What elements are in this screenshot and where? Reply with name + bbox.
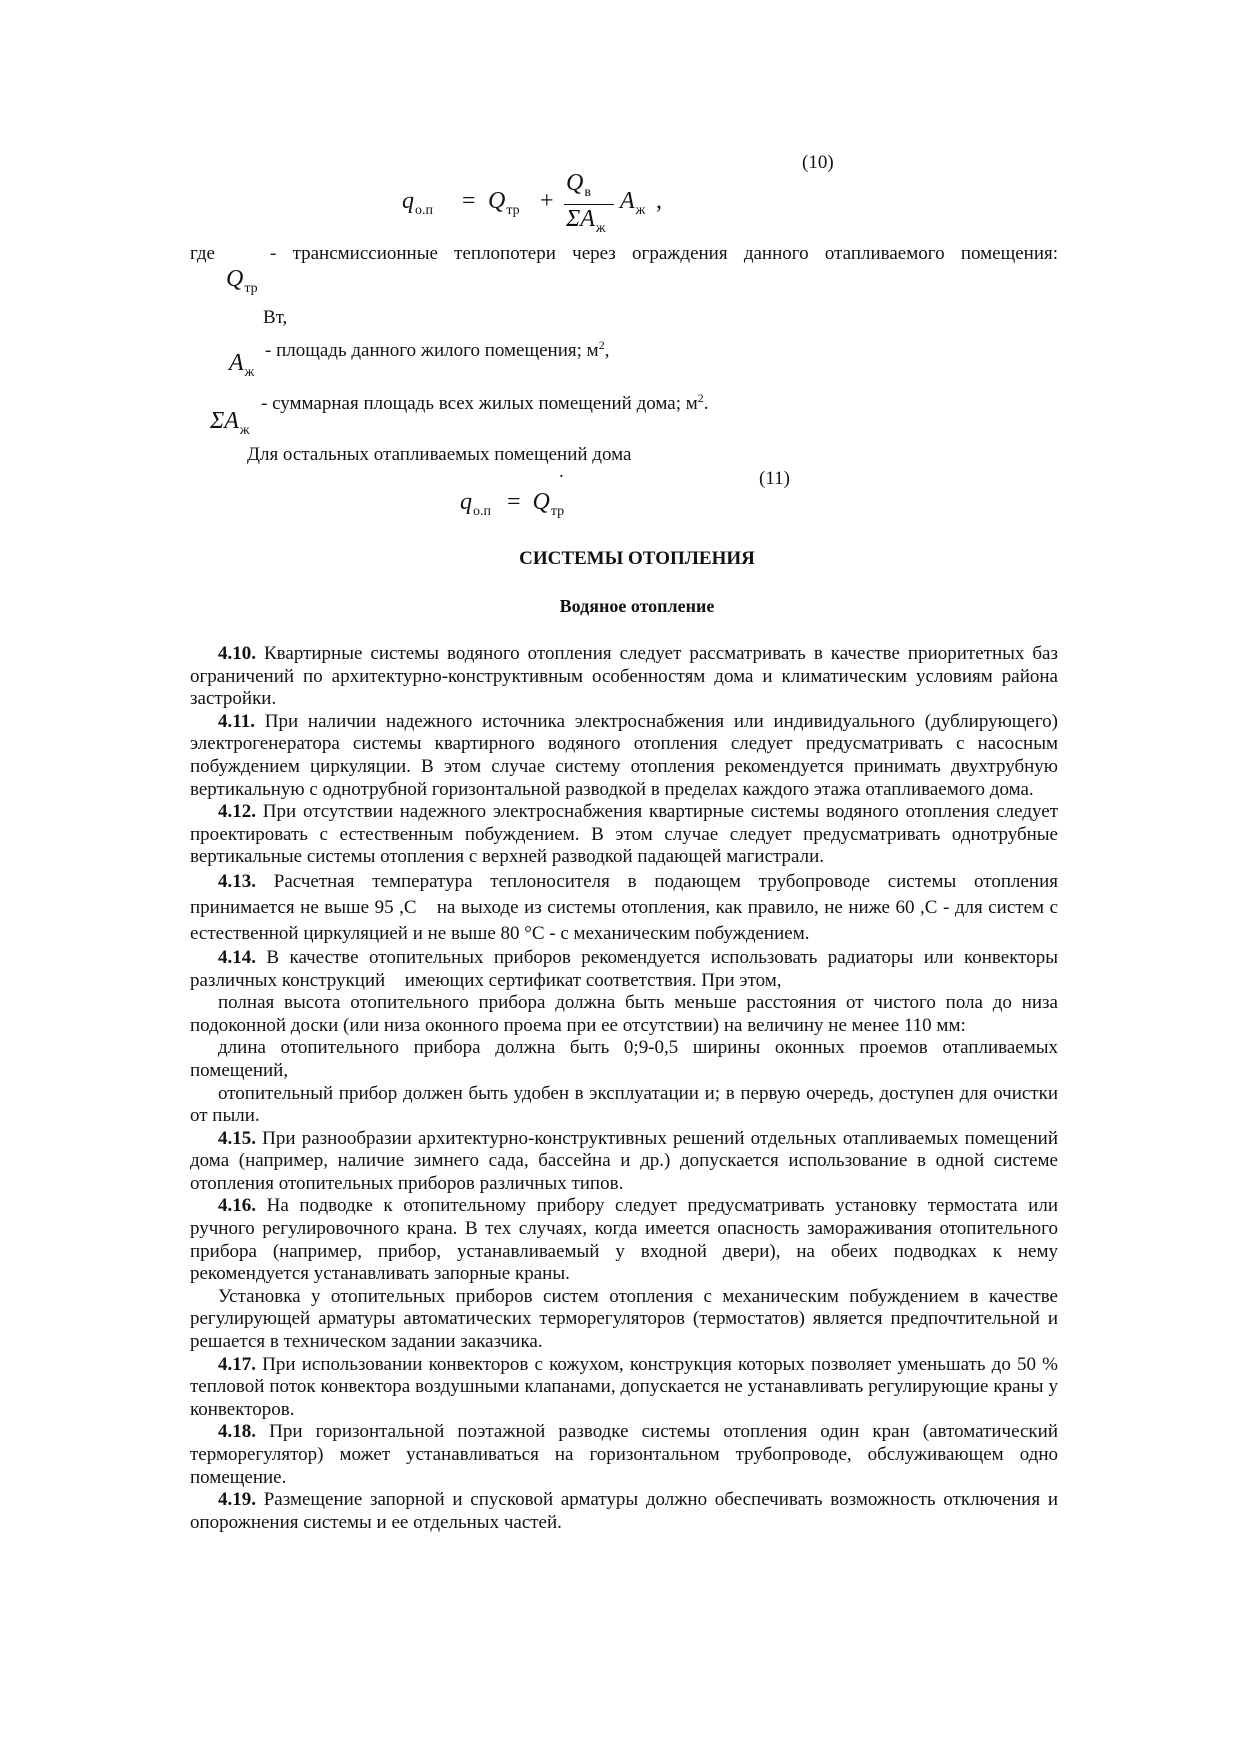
fraction-bar bbox=[564, 204, 614, 205]
paragraph: полная высота отопительного прибора должна быть меньше расстояния от чистого пола до низа подоконной доски (или низа оконного проема при ее отсутствии) на величину не менее 110 мм: bbox=[190, 992, 1058, 1036]
where-a-description: - площадь данного жилого помещения; $м^2$, bbox=[265, 338, 610, 361]
paragraph: длина отопительного прибора должна быть 0;9-0,5 ширины оконных проемов отапливаемых помещений, bbox=[190, 1037, 1058, 1081]
where-sum-a-symbol: $\Sigma A_ж$ bbox=[210, 408, 250, 438]
paragraphs-container bbox=[190, 643, 1058, 1534]
formula-numerator: $Q_в$ bbox=[566, 170, 591, 200]
formula-11-equals: = bbox=[507, 489, 521, 515]
formula-11-number: (11) bbox=[759, 468, 790, 489]
paragraph: Установка у отопительных приборов систем отопления с механическим побуждением в качестве регулирующей арматуры автоматических терморегуляторов (термостатов) является предпочтительной и решается в техническом задании заказчика. bbox=[190, 1285, 1058, 1353]
formula-qtr-symbol: $Q_{тр}$ bbox=[488, 188, 520, 218]
where-sum-a-description: - суммарная площадь всех жилых помещений дома; $м^2$. bbox=[261, 391, 709, 414]
subsection-heading: Водяное отопление bbox=[559, 596, 715, 616]
paragraph: 4.16. На подводке к отопительному прибору следует предусматривать установку термостата или ручного регулировочного крана. В тех случаях, когда имеется опасность замораживания отопительного прибора (например, прибор, устанавливаемый у входной двери), на обеих подводках к нему рекомендуется устанавливать запорные краны. bbox=[190, 1195, 1058, 1285]
section-heading: СИСТЕМЫ ОТОПЛЕНИЯ bbox=[519, 548, 755, 569]
formula-q-symbol: $q_{о.п}$ bbox=[402, 188, 433, 218]
paragraph: 4.17. При использовании конвекторов с кожухом, конструкция которых позволяет уменьшать до 50 % тепловой поток конвектора воздушными клапанами, допускается не устанавливать регулирующие краны у конвекторов. bbox=[190, 1353, 1058, 1420]
paragraph: 4.12. При отсутствии надежного электроснабжения квартирные системы водяного отопления следует проектировать с естественным побуждением. В этом случае следует предусматривать однотрубные вертикальные системы отопления с верхней разводкой падающей магистрали. bbox=[190, 801, 1058, 868]
paragraph: 4.19. Размещение запорной и спусковой арматуры должно обеспечивать возможность отключения и опорожнения системы и ее отдельных частей. bbox=[190, 1489, 1058, 1533]
where-q-symbol: $Q_{тр}$ bbox=[226, 266, 258, 296]
formula-11-dot: . bbox=[559, 461, 564, 482]
paragraph: 4.14. В качестве отопительных приборов рекомендуется использовать радиаторы или конвекторы различных конструкций  имеющих сертификат соответствия. При этом, bbox=[190, 946, 1058, 991]
rest-rooms-line: Для остальных отапливаемых помещений дома bbox=[247, 444, 632, 465]
paragraph: 4.11. При наличии надежного источника электроснабжения или индивидуального (дублирующего) электрогенератора системы квартирного водяного отопления следует предусматривать с насосным побуждением циркуляции. В этом случае систему отопления рекомендуется принимать двухтрубную вертикальную с однотрубной горизонтальной разводкой в пределах каждого этажа отапливаемого дома. bbox=[190, 710, 1058, 800]
where-a-symbol: $A_ж$ bbox=[229, 350, 255, 380]
paragraph: отопительный прибор должен быть удобен в эксплуатации и; в первую очередь, доступен для очистки от пыли. bbox=[190, 1082, 1058, 1127]
paragraph: 4.13. Расчетная температура теплоносителя в подающем трубопроводе системы отопления принимается не выше 95 ,С  на выходе из системы отопления, как правило, не ниже 60 ,С - для систем с естественной циркуляцией и не выше 80 °С - с механическим побуждением. bbox=[190, 870, 1058, 944]
formula-10-number: (10) bbox=[802, 152, 834, 173]
formula-denominator: $\Sigma A_ж$ bbox=[566, 206, 606, 236]
formula-equals: = bbox=[462, 188, 476, 214]
where-word: где bbox=[190, 243, 215, 264]
formula-comma: , bbox=[656, 188, 662, 214]
where-q-unit: Вт, bbox=[263, 307, 288, 328]
formula-11-rhs: $Q_{тр}$ bbox=[532, 489, 565, 519]
paragraph: 4.18. При горизонтальной поэтажной разводке системы отопления один кран (автоматический терморегулятор) может устанавливаться на горизонтальном трубопроводе, обслуживающем одно помещение. bbox=[190, 1421, 1058, 1488]
paragraph: 4.10. Квартирные системы водяного отопления следует рассматривать в качестве приоритетных баз ограничений по архитектурно-конструктивным особенностям дома и климатическим условиям района застройки. bbox=[190, 643, 1058, 710]
paragraph: 4.15. При разнообразии архитектурно-конструктивных решений отдельных отапливаемых помещений дома (например, наличие зимнего сада, бассейна и др.) допускается использование в одной системе отопления отопительных приборов различных типов. bbox=[190, 1127, 1058, 1194]
formula-11-lhs: $q_{о.п}$ bbox=[460, 489, 491, 519]
where-q-description: - трансмиссионные теплопотери через ограждения данного отапливаемого помещения: bbox=[270, 243, 1058, 264]
formula-plus: + bbox=[540, 188, 554, 214]
formula-a-symbol: $A_ж$ bbox=[620, 188, 646, 218]
formula-11 bbox=[460, 489, 564, 520]
